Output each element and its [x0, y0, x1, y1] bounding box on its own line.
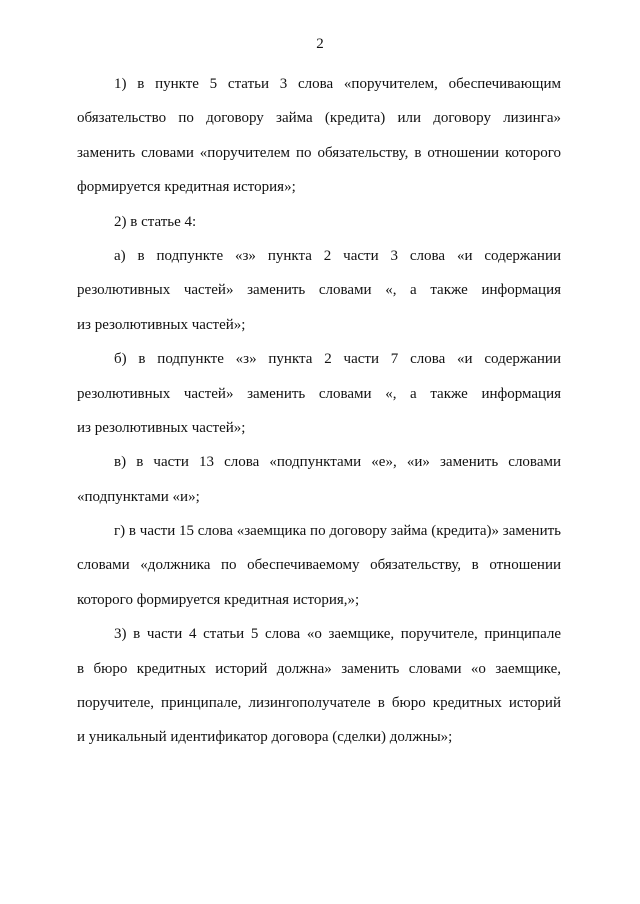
text-line: формируется кредитная история»; [77, 179, 296, 196]
document-body [77, 67, 561, 755]
text-line: б) в подпункте «з» пункта 2 части 7 слова «и содержании [114, 351, 561, 368]
paragraph-3 [77, 239, 561, 342]
text-line: а) в подпункте «з» пункта 2 части 3 слова «и содержании [114, 247, 561, 264]
text-line: резолютивных частей» заменить словами «, а также информация [77, 385, 561, 402]
page-number: 2 [316, 36, 324, 52]
text-line: 3) в части 4 статьи 5 слова «о заемщике, поручителе, принципале [114, 626, 561, 643]
text-line: из резолютивных частей»; [77, 316, 246, 333]
text-line: в бюро кредитных историй должна» заменить словами «о заемщике, [77, 660, 561, 677]
text-line: заменить словами «поручителем по обязательству, в отношении которого [77, 144, 561, 161]
paragraph-2 [77, 205, 561, 239]
text-line: 2) в статье 4: [114, 213, 197, 230]
text-line: «подпунктами «и»; [77, 488, 200, 505]
paragraph-6 [77, 514, 561, 617]
paragraph-5 [77, 445, 561, 514]
text-line: в) в части 13 слова «подпунктами «е», «и» заменить словами [114, 454, 561, 471]
paragraph-7 [77, 617, 561, 755]
text-line: г) в части 15 слова «заемщика по договору займа (кредита)» заменить [114, 523, 561, 540]
paragraph-4 [77, 342, 561, 445]
paragraph-1 [77, 67, 561, 205]
text-line: 1) в пункте 5 статьи 3 слова «поручителем, обеспечивающим [114, 76, 561, 92]
text-line: которого формируется кредитная история,»; [77, 591, 360, 608]
text-line: и уникальный идентификатор договора (сделки) должны»; [77, 729, 453, 746]
text-line: из резолютивных частей»; [77, 419, 246, 436]
text-line: поручителе, принципале, лизингополучателе в бюро кредитных историй [77, 695, 561, 712]
text-line: резолютивных частей» заменить словами «, а также информация [77, 282, 561, 299]
text-line: словами «должника по обеспечиваемому обязательству, в отношении [77, 557, 561, 574]
text-line: обязательство по договору займа (кредита) или договору лизинга» [77, 110, 561, 127]
